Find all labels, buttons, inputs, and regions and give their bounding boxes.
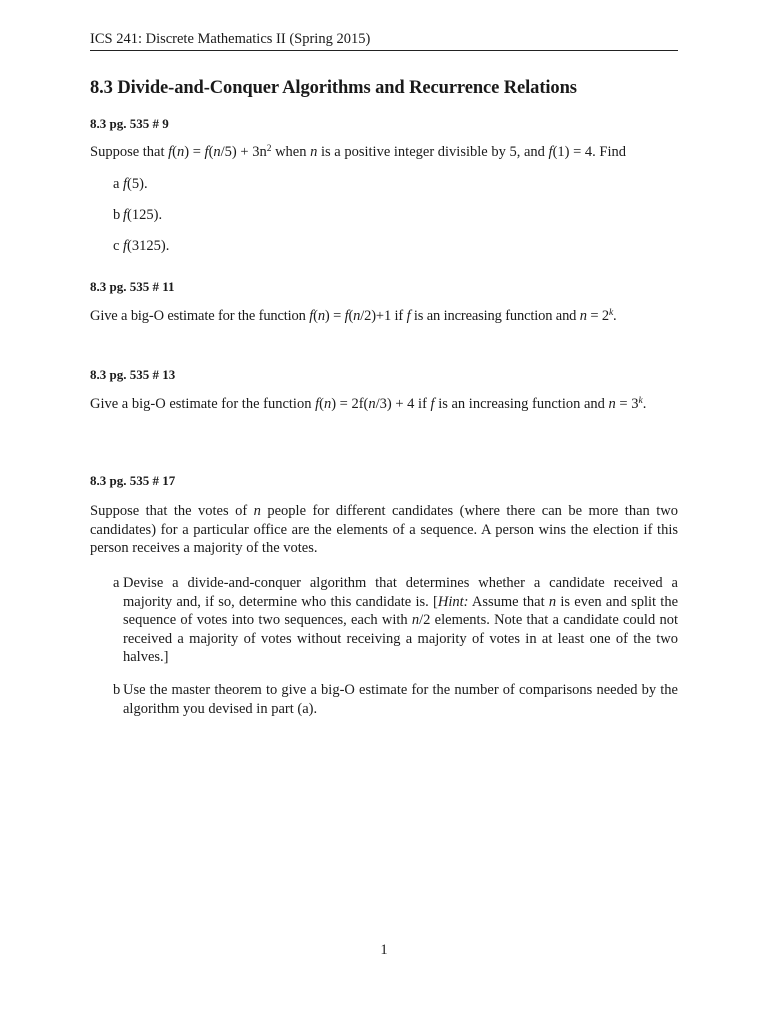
problem-statement: Give a big-O estimate for the function f(n) = 2f(n/3) + 4 if f is an increasing function and $n = 3^k$. <box>90 396 647 412</box>
item-marker: b <box>113 682 121 698</box>
item-marker: b <box>113 207 121 223</box>
item-text: Use the master theorem to give a big-O estimate for the number of comparisons needed by the algorithm you devised in part (a). <box>123 682 678 717</box>
list-item <box>113 175 678 194</box>
item-marker: a <box>113 176 120 192</box>
item-text: Devise a divide-and-conquer algorithm that determines whether a candidate received a majority and, if so, determine who this candidate is. [Hint: Assume that n is even and split the sequence of votes into two sequences, each with n/2 elements. Note that a candidate could not received a majority of votes without receiving a majority of votes in at least one of the two halves.] <box>123 575 679 665</box>
problem-statement: Give a big-O estimate for the function f(n) = f(n/2)+1 if f is an increasing function and $n = 2^k$. <box>90 308 617 324</box>
problem-label: 8.3 pg. 535 # 11 <box>90 279 175 294</box>
list-item <box>113 237 678 256</box>
list-item <box>113 206 678 225</box>
problem-statement: Suppose that the votes of n people for different candidates (where there can be more than two candidates) for a particular office are the elements of a sequence. A person wins the election if this person receives a majority of the votes. <box>90 503 678 556</box>
list-item <box>113 574 678 667</box>
list-item <box>113 681 678 718</box>
document-page <box>90 0 678 1024</box>
problem-label: 8.3 pg. 535 # 17 <box>90 473 176 488</box>
item-marker: c <box>113 238 120 254</box>
item-text: f(3125). <box>123 238 170 254</box>
problem-label: 8.3 pg. 535 # 13 <box>90 367 176 382</box>
problem-statement: Suppose that $f(n) = f(n/5) + 3n^2$ when n is a positive integer divisible by 5, and f(1) = 4. Find <box>90 144 627 160</box>
item-text: f(5). <box>123 176 148 192</box>
item-marker: a <box>113 575 120 591</box>
problem-label: 8.3 pg. 535 # 9 <box>90 116 169 131</box>
page-number: 1 <box>380 942 388 958</box>
running-header: ICS 241: Discrete Mathematics II (Spring 2015) <box>90 30 678 51</box>
item-text: f(125). <box>123 207 163 223</box>
section-title: 8.3 Divide-and-Conquer Algorithms and Recurrence Relations <box>90 78 577 98</box>
